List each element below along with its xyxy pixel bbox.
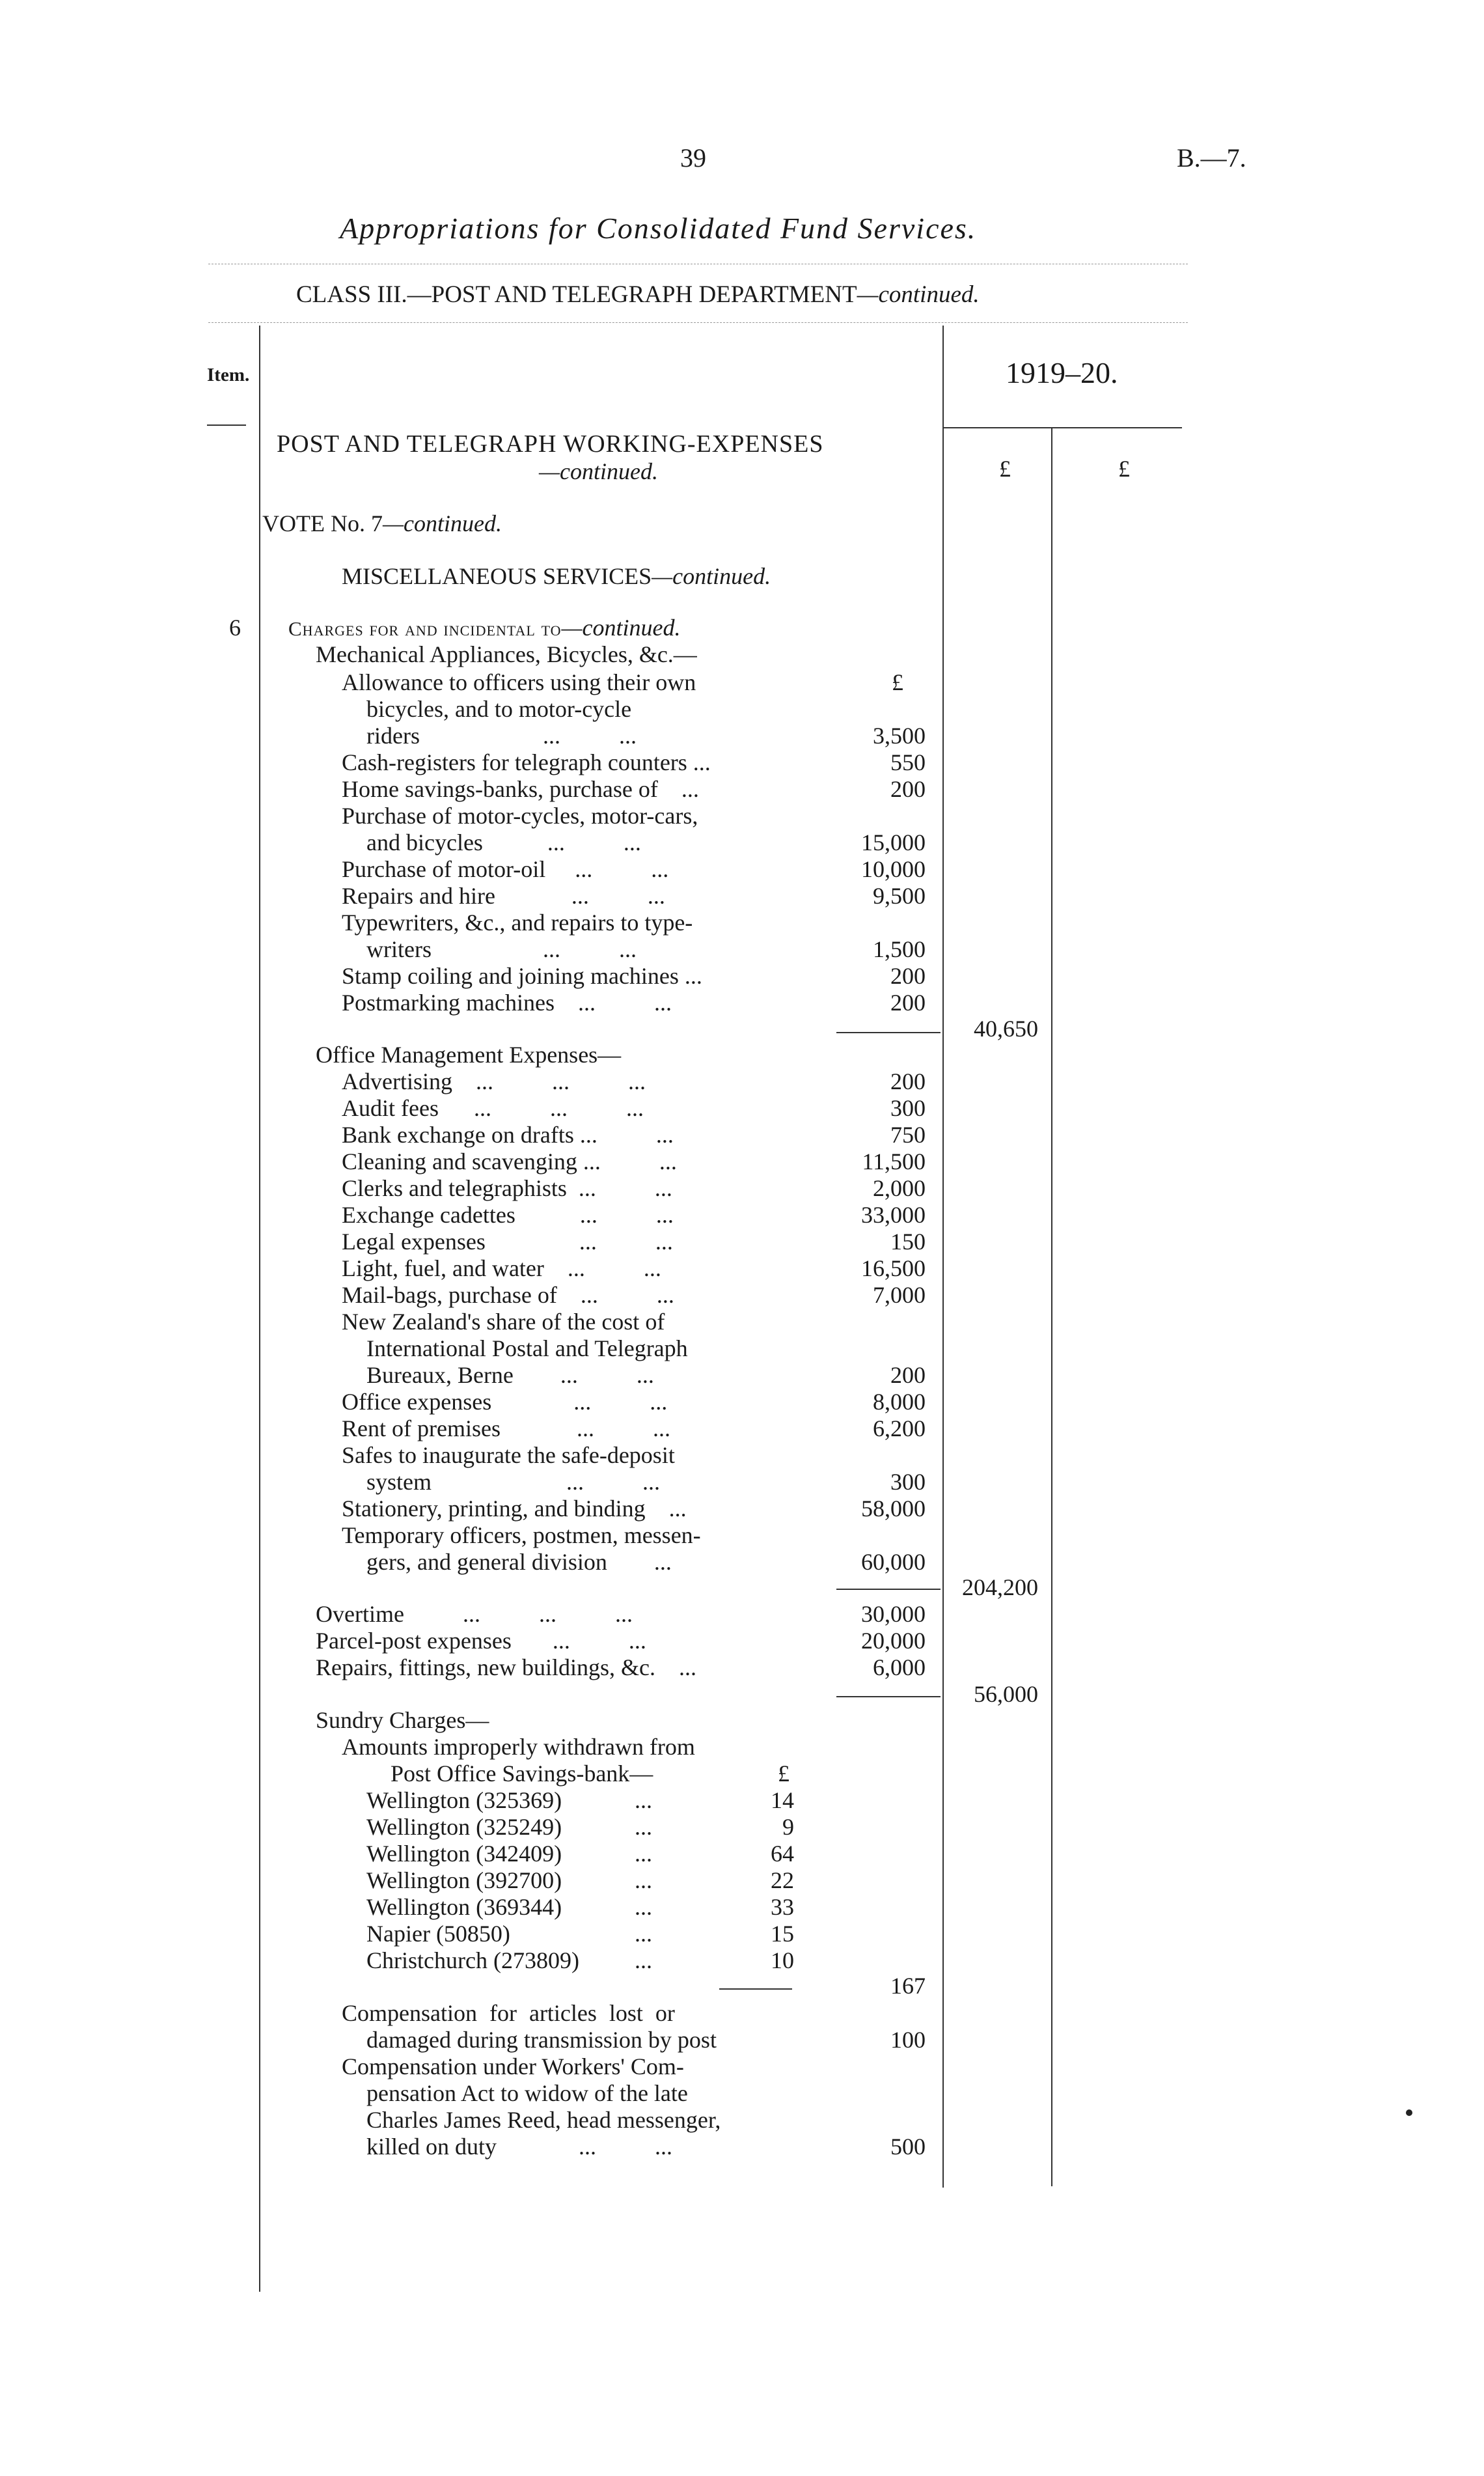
- withdrawal-place: Wellington (342409): [366, 1841, 562, 1867]
- line-text: writers ... ...: [366, 936, 637, 962]
- line-text: Bank exchange on drafts ... ...: [342, 1122, 674, 1148]
- line-amount: 15,000: [861, 829, 926, 855]
- scan-speck: [1406, 2109, 1412, 2116]
- vote-heading: [262, 510, 502, 537]
- line-amount: 200: [890, 963, 926, 989]
- line-amount: 16,500: [861, 1255, 926, 1281]
- line-amount: 3,500: [873, 723, 926, 749]
- line-amount: 33,000: [861, 1202, 926, 1228]
- line-text: system ... ...: [366, 1469, 661, 1495]
- year-column-header: 1919–20.: [1006, 356, 1118, 389]
- withdrawal-amount: 22: [771, 1867, 794, 1893]
- withdrawal-amount: 64: [771, 1841, 794, 1867]
- line-text: Stamp coiling and joining machines ...: [342, 963, 702, 989]
- line-amount: 2,000: [873, 1175, 926, 1201]
- year-column-divider: [942, 326, 944, 2188]
- line-amount: 20,000: [861, 1628, 926, 1654]
- line-amount: 11,500: [862, 1148, 926, 1175]
- withdrawal-amount: 9: [782, 1814, 794, 1840]
- line-amount: 200: [890, 990, 926, 1016]
- line-text: Stationery, printing, and binding ...: [342, 1495, 687, 1522]
- withdrawal-place: Wellington (325369): [366, 1787, 562, 1813]
- office-subtotal-rule: [836, 1589, 941, 1590]
- mech-heading: Mechanical Appliances, Bicycles, &c.—: [316, 641, 697, 667]
- line-text: New Zealand's share of the cost of: [342, 1309, 665, 1335]
- line-amount: 6,000: [873, 1654, 926, 1680]
- pound-column-1-header: £: [999, 456, 1011, 482]
- mech-subtotal-rule: [836, 1032, 941, 1033]
- withdrawal-dots: ...: [635, 1787, 652, 1813]
- line-text: Allowance to officers using their own: [342, 669, 696, 695]
- line-amount: 7,000: [873, 1282, 926, 1308]
- line-amount: 150: [890, 1229, 926, 1255]
- pound-column-2-header: £: [1118, 456, 1130, 482]
- line-text: Purchase of motor-cycles, motor-cars,: [342, 803, 698, 829]
- line-text: Safes to inaugurate the safe-deposit: [342, 1442, 675, 1468]
- comp-workers-line2: pensation Act to widow of the late: [366, 2080, 688, 2106]
- line-amount: 9,500: [873, 883, 926, 909]
- misc-services-text: MISCELLANEOUS SERVICES: [342, 563, 652, 589]
- withdrawal-place: Napier (50850): [366, 1921, 510, 1947]
- item-heading: [288, 615, 681, 642]
- page-number: 39: [680, 143, 706, 173]
- line-text: Clerks and telegraphists ... ...: [342, 1175, 672, 1201]
- withdrawal-dots: ...: [635, 1841, 652, 1867]
- line-amount: 58,000: [861, 1495, 926, 1522]
- section-title: POST AND TELEGRAPH WORKING-EXPENSES: [277, 430, 824, 458]
- line-text: Cash-registers for telegraph counters ...: [342, 749, 711, 775]
- item-column-header: Item.: [207, 365, 250, 385]
- line-text: and bicycles ... ...: [366, 829, 641, 855]
- comp-workers-amount: 500: [890, 2134, 926, 2160]
- line-text: Postmarking machines ... ...: [342, 990, 672, 1016]
- item-header-rule: [207, 424, 246, 426]
- withdrawal-dots: ...: [635, 1894, 652, 1920]
- class-heading: [296, 281, 980, 308]
- class-heading-text: CLASS III.—POST AND TELEGRAPH DEPARTMENT: [296, 281, 857, 308]
- line-amount: 300: [890, 1095, 926, 1121]
- sundry-amounts-line1: Amounts improperly withdrawn from: [342, 1734, 695, 1760]
- line-text: Audit fees ... ... ...: [342, 1095, 644, 1121]
- line-text: gers, and general division ...: [366, 1549, 672, 1575]
- line-amount: 6,200: [873, 1415, 926, 1441]
- comp-workers-line4: killed on duty ... ...: [366, 2134, 672, 2160]
- line-text: Advertising ... ... ...: [342, 1068, 646, 1094]
- line-text: Purchase of motor-oil ... ...: [342, 856, 669, 882]
- overtime-subtotal-rule: [836, 1696, 941, 1697]
- overtime-total: 56,000: [974, 1681, 1038, 1707]
- withdrawal-place: Wellington (369344): [366, 1894, 562, 1920]
- line-amount: 60,000: [861, 1549, 926, 1575]
- line-amount: 300: [890, 1469, 926, 1495]
- sundry-pound-sign: £: [778, 1760, 790, 1787]
- withdrawal-dots: ...: [635, 1867, 652, 1893]
- mech-pound-sign: £: [892, 669, 903, 695]
- line-text: riders ... ...: [366, 723, 637, 749]
- line-amount: 10,000: [861, 856, 926, 882]
- line-text: Repairs and hire ... ...: [342, 883, 665, 909]
- document-reference: B.—7.: [1177, 143, 1246, 173]
- withdrawal-place: Wellington (325249): [366, 1814, 562, 1840]
- line-text: Light, fuel, and water ... ...: [342, 1255, 661, 1281]
- line-text: Rent of premises ... ...: [342, 1415, 670, 1441]
- line-amount: 200: [890, 1362, 926, 1388]
- withdrawal-place: Christchurch (273809): [366, 1947, 579, 1973]
- withdrawal-amount: 10: [771, 1947, 794, 1973]
- line-text: Cleaning and scavenging ... ...: [342, 1148, 677, 1175]
- line-text: Office expenses ... ...: [342, 1389, 668, 1415]
- withdrawal-amount: 15: [771, 1921, 794, 1947]
- item-heading-text: Charges for and incidental to: [288, 617, 562, 640]
- misc-services-heading: [342, 563, 771, 590]
- line-text: Typewriters, &c., and repairs to type-: [342, 910, 693, 936]
- withdrawals-rule: [719, 1988, 792, 1990]
- comp-articles-amount: 100: [890, 2027, 926, 2053]
- line-text: Mail-bags, purchase of ... ...: [342, 1282, 674, 1308]
- withdrawal-place: Wellington (392700): [366, 1867, 562, 1893]
- line-amount: 8,000: [873, 1389, 926, 1415]
- comp-workers-line3: Charles James Reed, head messenger,: [366, 2107, 721, 2133]
- line-amount: 550: [890, 749, 926, 775]
- comp-articles-line2: damaged during transmission by post: [366, 2027, 717, 2053]
- withdrawal-amount: 14: [771, 1787, 794, 1813]
- line-text: Exchange cadettes ... ...: [342, 1202, 674, 1228]
- line-text: Repairs, fittings, new buildings, &c. ...: [316, 1654, 696, 1680]
- sundry-amounts-line2: Post Office Savings-bank—: [391, 1760, 653, 1787]
- vote-number: VOTE No. 7: [262, 510, 383, 536]
- line-text: International Postal and Telegraph: [366, 1335, 688, 1361]
- line-text: Legal expenses ... ...: [342, 1229, 673, 1255]
- line-text: Parcel-post expenses ... ...: [316, 1628, 646, 1654]
- line-text: Home savings-banks, purchase of ...: [342, 776, 699, 802]
- withdrawals-total: 167: [890, 1973, 926, 1999]
- item-number: 6: [229, 615, 241, 641]
- pound-column-divider: [1051, 428, 1052, 2186]
- item-heading-continued: —continued.: [561, 615, 681, 641]
- withdrawal-dots: ...: [635, 1814, 652, 1840]
- item-column-divider: [259, 326, 260, 2292]
- withdrawal-dots: ...: [635, 1947, 652, 1973]
- misc-services-continued: —continued.: [652, 563, 771, 589]
- comp-articles-line1: Compensation for articles lost or: [342, 2000, 675, 2026]
- line-amount: 30,000: [861, 1601, 926, 1627]
- class-heading-continued: —continued.: [857, 281, 980, 308]
- line-amount: 1,500: [873, 936, 926, 962]
- comp-workers-line1: Compensation under Workers' Com-: [342, 2053, 684, 2080]
- class-rule: [208, 322, 1188, 323]
- withdrawal-dots: ...: [635, 1921, 652, 1947]
- year-header-rule: [942, 427, 1182, 428]
- withdrawal-amount: 33: [771, 1894, 794, 1920]
- office-heading: Office Management Expenses—: [316, 1042, 622, 1068]
- line-text: Overtime ... ... ...: [316, 1601, 633, 1627]
- line-text: Bureaux, Berne ... ...: [366, 1362, 654, 1388]
- line-amount: 750: [890, 1122, 926, 1148]
- vote-continued: —continued.: [382, 510, 502, 536]
- line-amount: 200: [890, 776, 926, 802]
- section-title-continued: —continued.: [539, 458, 658, 484]
- sundry-heading: Sundry Charges—: [316, 1707, 489, 1733]
- line-amount: 200: [890, 1068, 926, 1094]
- mech-total: 40,650: [974, 1016, 1038, 1042]
- line-text: bicycles, and to motor-cycle: [366, 696, 632, 722]
- office-total: 204,200: [962, 1574, 1038, 1600]
- line-text: Temporary officers, postmen, messen-: [342, 1522, 701, 1548]
- page-title: Appropriations for Consolidated Fund Services.: [340, 212, 977, 245]
